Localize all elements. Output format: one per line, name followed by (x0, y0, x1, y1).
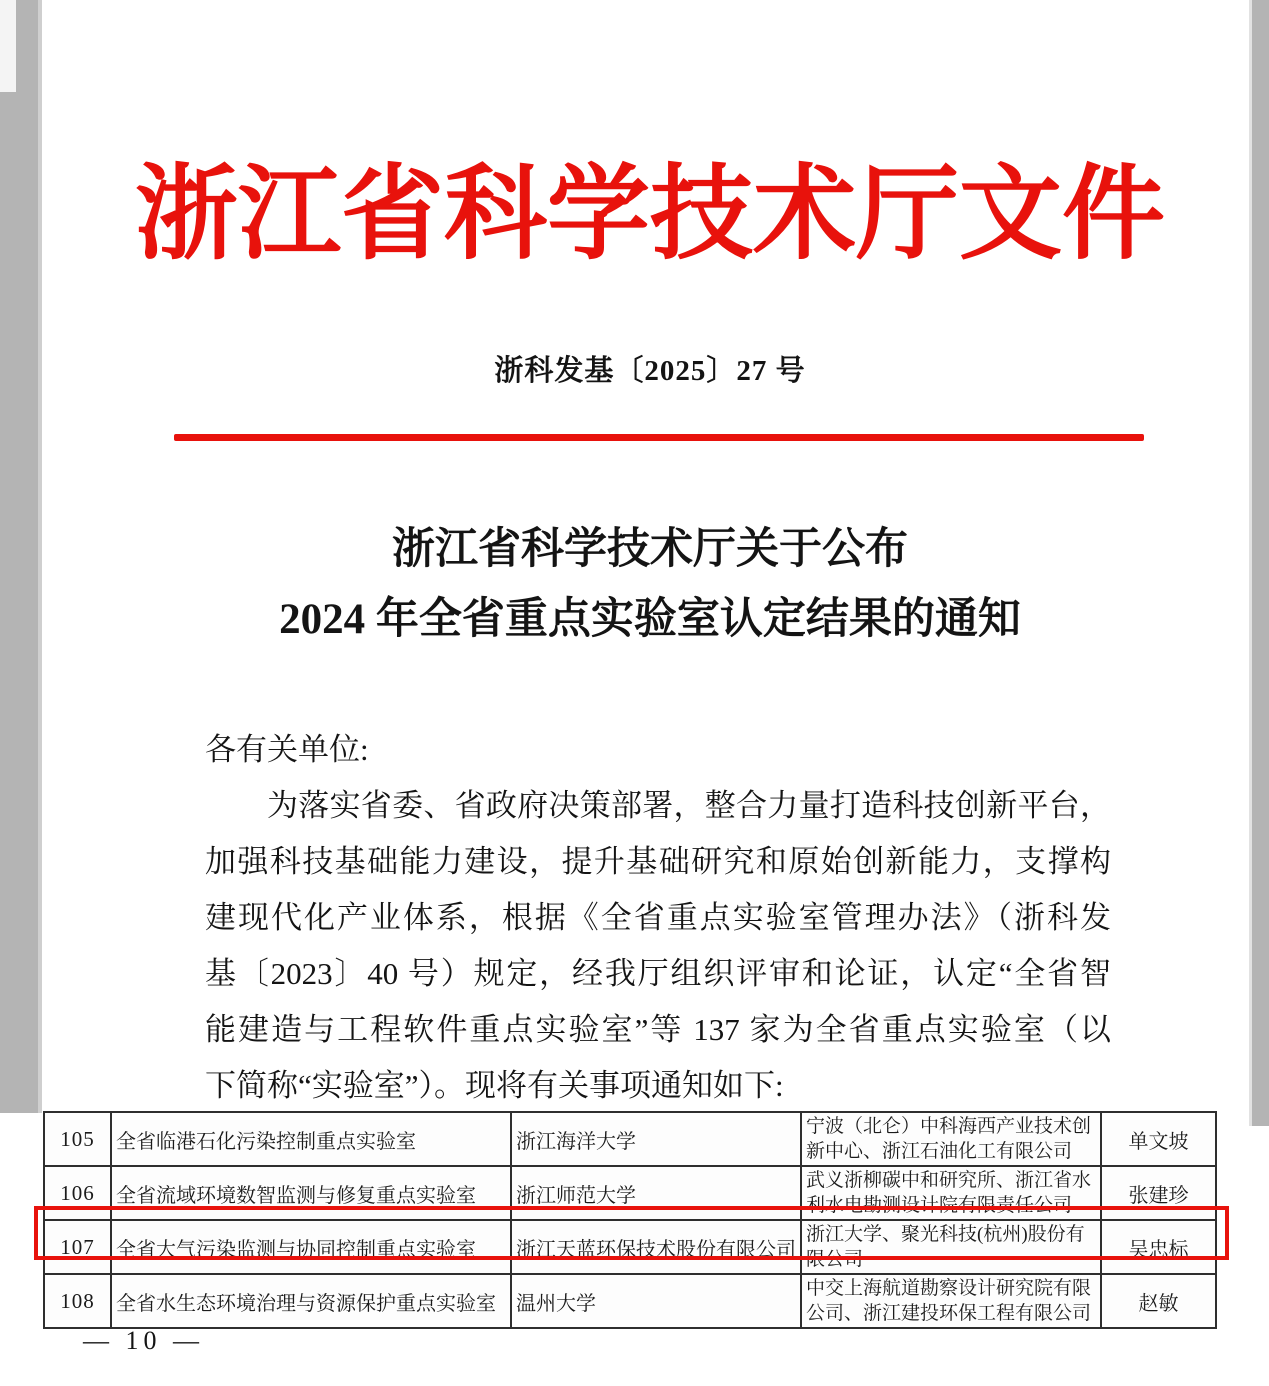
cell-partners: 中交上海航道勘察设计研究院有限公司、浙江建投环保工程有限公司 (801, 1274, 1101, 1328)
scan-margin-right (1252, 0, 1269, 1126)
body-line: 下简称“实验室”）。现将有关事项通知如下: (205, 1068, 784, 1103)
letterhead-rule (174, 434, 1144, 441)
cell-institution: 温州大学 (511, 1274, 801, 1328)
page-edge-right (1249, 0, 1252, 1126)
cell-director: 赵敏 (1101, 1274, 1216, 1328)
body-line: 为落实省委、省政府决策部署，整合力量打造科技创新平台， (267, 788, 1111, 823)
cell-institution: 浙江师范大学 (511, 1166, 801, 1220)
cell-no: 105 (44, 1112, 111, 1166)
cell-partners: 宁波（北仑）中科海西产业技术创新中心、浙江石油化工有限公司 (801, 1112, 1101, 1166)
cell-director: 单文坡 (1101, 1112, 1216, 1166)
scan-corner-notch (0, 0, 16, 92)
cell-institution: 浙江天蓝环保技术股份有限公司 (511, 1220, 801, 1274)
notice-title-line1: 浙江省科学技术厅关于公布 (392, 526, 908, 573)
letterhead-title: 浙江省科学技术厅文件 (135, 158, 1165, 272)
cell-no: 107 (44, 1220, 111, 1274)
scan-margin-left (0, 0, 38, 1113)
table-row (44, 1112, 1216, 1166)
body-line: 加强科技基础能力建设，提升基础研究和原始创新能力，支撑构 (205, 844, 1111, 879)
body-line: 各有关单位: (205, 732, 369, 767)
table-row (44, 1166, 1216, 1220)
body-line: 建现代化产业体系，根据《全省重点实验室管理办法》（浙科发 (205, 900, 1111, 935)
table-row (44, 1220, 1216, 1274)
cell-partners: 武义浙柳碳中和研究所、浙江省水利水电勘测设计院有限责任公司 (801, 1166, 1101, 1220)
cell-no: 106 (44, 1166, 111, 1220)
page-edge-left (38, 0, 42, 1113)
cell-director: 吴忠标 (1101, 1220, 1216, 1274)
document-number: 浙科发基〔2025〕27 号 (494, 355, 806, 387)
cell-institution: 浙江海洋大学 (511, 1112, 801, 1166)
cell-no: 108 (44, 1274, 111, 1328)
results-table-body (44, 1112, 1216, 1328)
cell-partners: 浙江大学、聚光科技(杭州)股份有限公司 (801, 1220, 1101, 1274)
notice-title (60, 515, 1240, 655)
results-table (43, 1111, 1217, 1329)
cell-lab: 全省流域环境数智监测与修复重点实验室 (111, 1166, 511, 1220)
body-line: 基〔2023〕40 号）规定，经我厅组织评审和论证，认定“全省智 (205, 956, 1111, 991)
cell-lab: 全省临港石化污染控制重点实验室 (111, 1112, 511, 1166)
cell-lab: 全省水生态环境治理与资源保护重点实验室 (111, 1274, 511, 1328)
cell-lab: 全省大气污染监测与协同控制重点实验室 (111, 1220, 511, 1274)
notice-title-line2: 2024 年全省重点实验室认定结果的通知 (279, 596, 1021, 643)
table-row (44, 1274, 1216, 1328)
body-line: 能建造与工程软件重点实验室”等 137 家为全省重点实验室（以 (205, 1012, 1111, 1047)
page-number: — 10 — (83, 1326, 204, 1355)
cell-director: 张建珍 (1101, 1166, 1216, 1220)
body-paragraph (205, 722, 1111, 1114)
